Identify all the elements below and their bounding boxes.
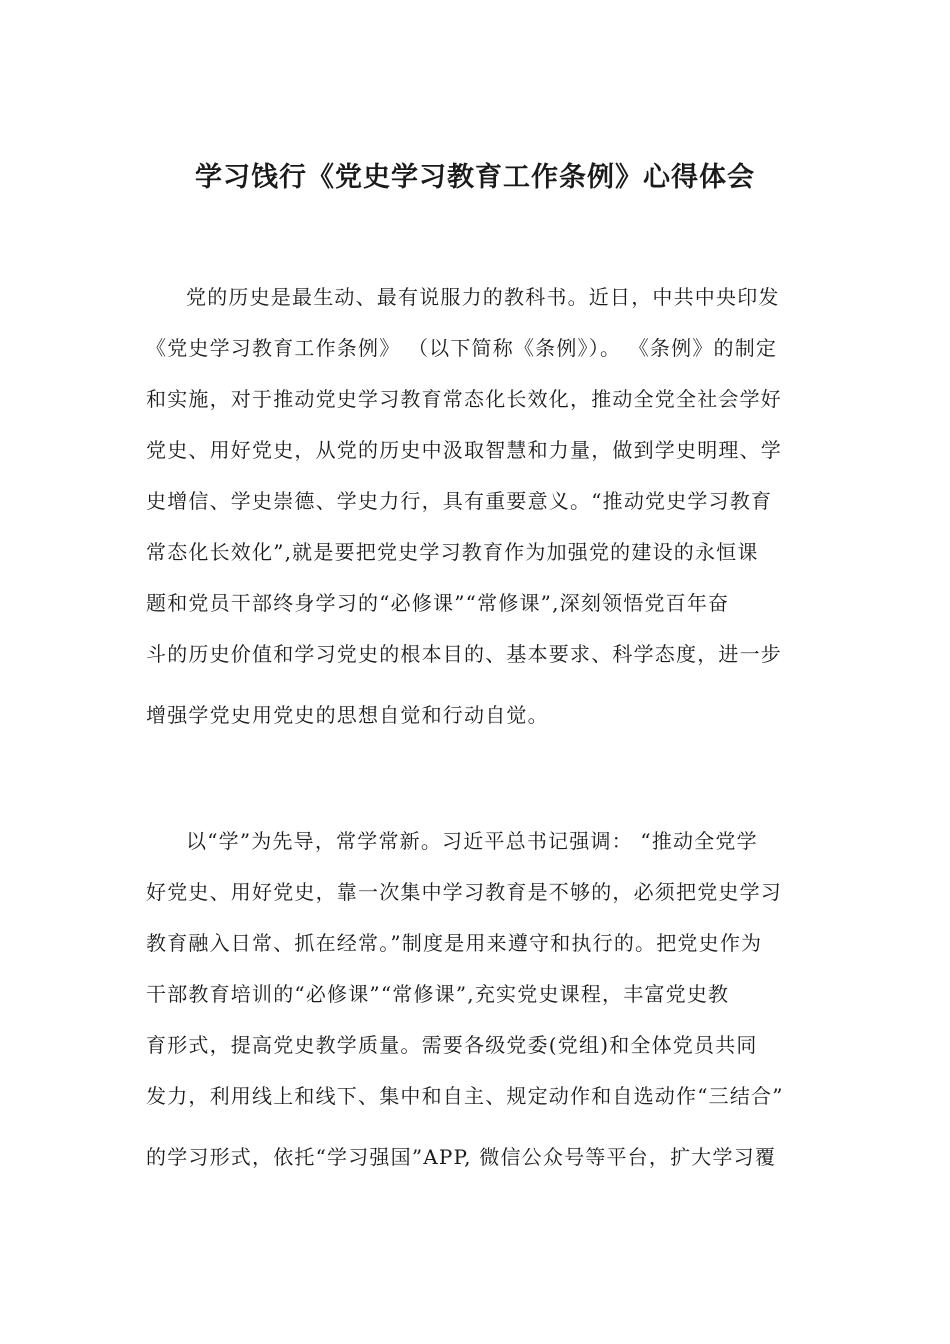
paragraph-2 [146, 816, 818, 1183]
paragraph-line: 教育融入日常、抓在经常。”制度是用来遵守和执行的。把党史作为 [146, 931, 763, 955]
paragraph-line: 的学习形式，依托“学习强国”APP, 微信公众号等平台，扩大学习覆 [146, 1145, 777, 1169]
paragraph-line: 题和党员干部终身学习的“必修课”“常修课”,深刻领悟党百年奋 [146, 591, 730, 615]
paragraph-line: 党的历史是最生动、最有说服力的教科书。近日，中共中央印发 [186, 285, 780, 309]
paragraph-line: 育形式，提高党史教学质量。需要各级党委(党组)和全体党员共同 [146, 1033, 758, 1057]
paragraph-line: 党史、用好党史，从党的历史中汲取智慧和力量，做到学史明理、学 [146, 438, 782, 462]
paragraph-1 [146, 272, 818, 741]
paragraph-line: 常态化长效化”,就是要把党史学习教育作为加强党的建设的永恒课 [146, 540, 759, 564]
paragraph-line: 好党史、用好党史，靠一次集中学习教育是不够的，必须把党史学习 [146, 880, 782, 904]
paragraph-line: 斗的历史价值和学习党史的根本目的、基本要求、科学态度，进一步 [146, 642, 782, 666]
paragraph-line: 和实施，对于推动党史学习教育常态化长效化，推动全党全社会学好 [146, 387, 782, 411]
document-title: 学习饯行《党史学习教育工作条例》心得体会 [195, 162, 755, 193]
paragraph-line: 发力，利用线上和线下、集中和自主、规定动作和自选动作“三结合” [146, 1084, 784, 1108]
paragraph-line: 史增信、学史崇德、学史力行，具有重要意义。“推动党史学习教育 [146, 489, 773, 513]
paragraph-line: 干部教育培训的“必修课”“常修课”,充实党史课程，丰富党史教 [146, 982, 730, 1006]
paragraph-line: 以“学”为先导，常学常新。习近平总书记强调： “推动全党学 [186, 829, 758, 853]
paragraph-line: 《党史学习教育工作条例》 （以下简称《条例》）。 《条例》的制定 [146, 336, 778, 360]
paragraph-line: 增强学党史用党史的思想自觉和行动自觉。 [146, 703, 549, 727]
